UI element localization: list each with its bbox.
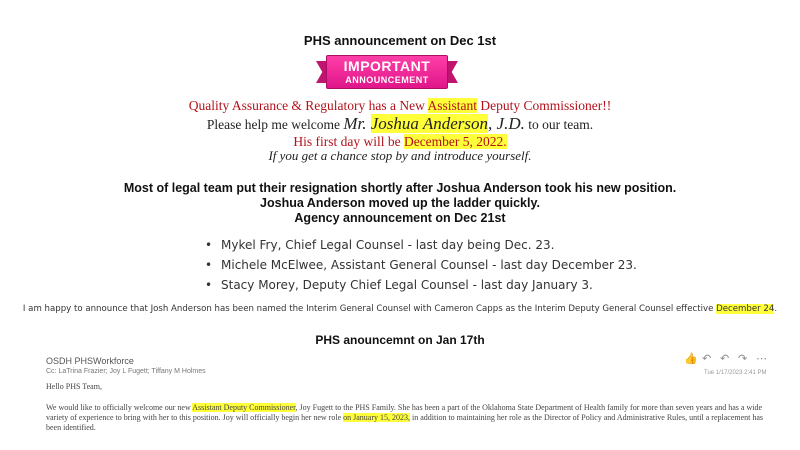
legal-line-1: Most of legal team put their resignation shortly after Joshua Anderson took his new position. [123, 181, 677, 195]
announcement-line-1: Quality Assurance & Regulatory has a New Assistant Deputy Commissioner!! [188, 98, 612, 113]
email-cc: Cc: LaTrina Frazier; Joy L Fugett; Tiffany M Holmes [46, 368, 206, 375]
email-body-line-3: been identified. [46, 423, 96, 432]
email-timestamp: Tue 1/17/2023 2:41 PM [704, 370, 767, 376]
interim-counsel-announcement: I am happy to announce that Josh Anderson has been named the Interim General Counsel with Cameron Capps as the Interim Deputy General Counsel effective December 24. [22, 304, 778, 314]
email-body-line-2: variety of experience to bring with her to this position. Joy will officially begin her new role on January 15, 2023, in addition to maintaining her role as the Director of Policy and Administrative Rules, until a replacement has [46, 413, 764, 422]
email-body-line-1: We would like to officially welcome our new Assistant Deputy Commissioner, Joy Fugett to the PHS Family. She has been a part of the Oklahoma State Department of Health family for more than seven years and has a wide [46, 403, 762, 412]
legal-line-2: Joshua Anderson moved up the ladder quickly. [260, 196, 540, 210]
email-greeting: Hello PHS Team, [46, 382, 102, 391]
like-icon[interactable]: 👍 [684, 352, 698, 365]
important-announcement-banner [322, 55, 452, 89]
section-heading-jan: PHS anouncemnt on Jan 17th [315, 333, 485, 347]
email-body [46, 403, 762, 433]
list-item: • Stacy Morey, Deputy Chief Legal Counsel - last day January 3. [203, 275, 637, 295]
reply-all-icon[interactable]: ↶ [720, 352, 730, 365]
announcement-line-2: Please help me welcome Mr. Joshua Anderson, J.D. to our team. [206, 114, 594, 133]
banner-subtitle: ANNOUNCEMENT [345, 75, 429, 85]
banner-title: IMPORTANT [343, 58, 431, 74]
resignation-list [203, 235, 637, 295]
announcement-line-3: His first day will be December 5, 2022. [293, 134, 507, 149]
list-item: • Michele McElwee, Assistant General Counsel - last day December 23. [203, 255, 637, 275]
page-title: PHS announcement on Dec 1st [303, 33, 497, 48]
announcement-line-4: If you get a chance stop by and introduce yourself. [268, 148, 532, 163]
more-icon[interactable]: ⋯ [756, 352, 767, 365]
reply-icon[interactable]: ↶ [702, 352, 712, 365]
legal-team-note [0, 181, 800, 226]
agency-announcement-heading: Agency announcement on Dec 21st [294, 211, 506, 225]
forward-icon[interactable]: ↷ [738, 352, 748, 365]
list-item: • Mykel Fry, Chief Legal Counsel - last day being Dec. 23. [203, 235, 637, 255]
email-sender[interactable]: OSDH PHSWorkforce [46, 356, 134, 366]
